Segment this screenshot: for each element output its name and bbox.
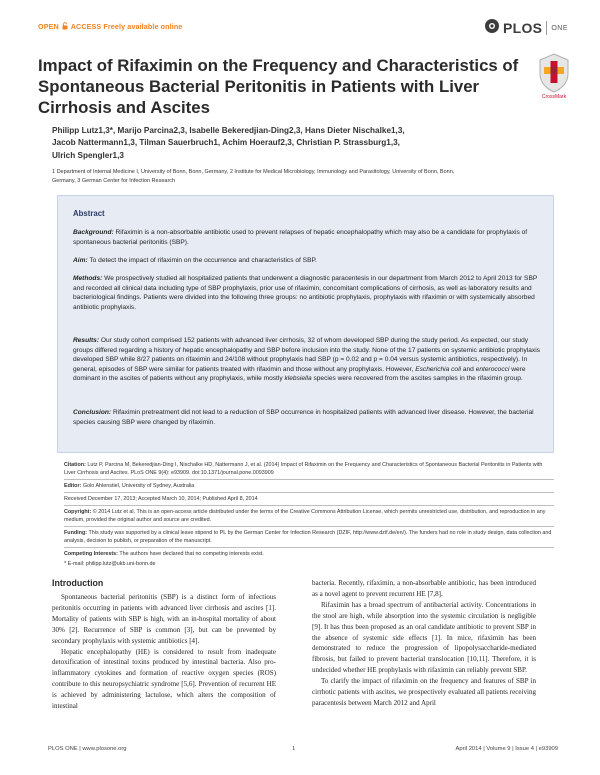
copyright-text: © 2014 Lutz et al. This is an open-access article distributed under the terms of the Creative Commons Attribution License, which permits unrestricted use, distribution, and reproduction in any medium, provided the original author and source are credited.: [64, 509, 546, 523]
one-wordmark: ONE: [551, 24, 568, 32]
klebsiella-term: klebsiella: [284, 375, 312, 383]
abstract-results: [73, 336, 543, 384]
results-text-b: and: [461, 365, 476, 373]
citation-text: Lutz P, Parcina M, Bekeredjian-Ding I, Nischalke HD, Nattermann J, et al. (2014) Impact of Rifaximin on the Frequency and Characteristics of Spontaneous Bacterial Peritonitis in Patients with Liver Cirrhosis and Ascites. PLoS ONE 9(4): e93909. doi:10.1371/journal.pone.0093909: [64, 462, 543, 476]
funding: [64, 529, 554, 545]
open-access-lock-icon: [62, 22, 68, 32]
funding-label: Funding:: [64, 530, 88, 536]
crossmark-icon[interactable]: [536, 52, 572, 94]
meta-divider: [64, 505, 554, 506]
abstract-box: [57, 195, 554, 453]
abstract-background: [73, 228, 543, 247]
freely-available-label: Freely available online: [103, 22, 183, 31]
right-column: [312, 578, 536, 709]
conclusion-text: Rifaximin pretreatment did not lead to a reduction of SBP occurrence in hospitalized patients with advanced liver disease. However, the bacterial species causing SBP were changed by rifaximin.: [73, 409, 534, 426]
affiliations: [52, 168, 557, 185]
access-label: ACCESS: [70, 22, 102, 31]
editor-label: Editor:: [64, 483, 82, 489]
plos-wordmark: PLOS: [503, 20, 543, 36]
authors-line-2: Jacob Nattermann1,3, Tilman Sauerbruch1, Achim Hoerauf2,3, Christian P. Strassburg1,3,: [52, 138, 400, 148]
editor: [64, 482, 554, 490]
meta-divider: [64, 479, 554, 480]
results-label: Results:: [73, 337, 100, 344]
journal-header: [38, 18, 568, 40]
citation: [64, 461, 554, 477]
authors-line-1: Philipp Lutz1,3*, Marijo Parcina2,3, Isabelle Bekeredjian-Ding2,3, Hans Dieter Nischalke1,3,: [52, 126, 405, 135]
intro-paragraph-1: Spontaneous bacterial peritonitis (SBP) is a distinct form of infectious peritonitis occurring in patients with advanced liver cirrhosis and ascites [1]. Mortality of patients with SBP is high, with an in-hospital mortality of about 30% [2]. Recurrence of SBP is common [3], but can be prevented by secondary prophylaxis with systemic antibiotics [4].: [52, 593, 276, 645]
abstract-aim: [73, 256, 543, 266]
meta-divider: [64, 547, 554, 548]
meta-divider: [64, 492, 554, 493]
background-label: Background:: [73, 229, 114, 236]
citation-label: Citation:: [64, 462, 86, 468]
competing-interests: [64, 550, 554, 558]
methods-text: We prospectively studied all hospitalized patients that underwent a diagnostic paracentesis in our department from March 2012 to April 2013 for SBP and recorded all clinical data including type of SBP prophylaxis, prior use of rifaximin, concomitant complications of cirrhosis, as well as laboratory results and bacteriological findings. Patients were divided into the following three groups: no antibiotic prophylaxis, prophylaxis with rifaximin or with systemically absorbed antibiotic prophylaxis.: [73, 275, 538, 311]
open-access-banner: [38, 22, 182, 32]
editor-text: Golo Ahlenstiel, University of Sydney, Australia: [81, 483, 195, 489]
intro-paragraph-5: To clarify the impact of rifaximin on the frequency and features of SBP in cirrhotic patients with ascites, we prospectively evaluated all patients receiving paracentesis between March 2012 and April: [312, 677, 536, 707]
results-text-a: Our study cohort comprised 152 patients with advanced liver cirrhosis, 32 of whom developed SBP during the study period. As expected, our study groups differed regarding a history of hepatic encephalopathy and SBP before inclusion into the study. None of the 17 patients on systemic antibiotic prophylaxis developed SBP while 8/27 patients on rifaximin and 24/108 without prophylaxis had SBP (p = 0.02 and p = 0.04 versus systemic antibiotics, respectively). In general, episodes of SBP were similar for patients treated with rifaximin and those without any prophylaxis. However,: [73, 337, 540, 373]
authors-line-3: Ulrich Spengler1,3: [52, 150, 124, 160]
ecoli-term: Escherichia coli: [415, 365, 462, 373]
affiliations-line-1: 1 Department of Internal Medicine I, University of Bonn, Bonn, Germany, 2 Institute for Medical Microbiology, Immunology and Parasitology, University of Bonn, Bonn,: [52, 169, 455, 175]
intro-paragraph-3: bacteria. Recently, rifaximin, a non-absorbable antibiotic, has been introduced as a novel agent to prevent recurrent HE [7,8].: [312, 579, 536, 598]
left-column: [52, 592, 276, 712]
competing-text: The authors have declared that no competing interests exist.: [117, 551, 264, 557]
intro-paragraph-2: Hepatic encephalopathy (HE) is considered to result from inadequate detoxification of intestinal toxins produced by intestinal bacteria. Also pro-inflammatory cytokines and formation of reactive oxygen species (ROS) contribute to this neuropsychiatric syndrome [5,6]. Prevention of recurrent HE is achieved by administering lactulose, which alters the composition of intestinal: [52, 647, 276, 711]
intro-paragraph-4: Rifaximin has a broad spectrum of antibacterial activity. Concentrations in the stool are high, while absorption into the systemic circulation is negligible [9]. It has thus been proposed as an oral candidate antibiotic to prevent SBP in the absence of systemic side effects [1]. In mice, rifaximin has been demonstrated to reduce the progression of lipopolysaccharide-mediated fibrosis, but failed to prevent bacterial translocation [10,11]. Therefore, it is undecided whether HE prophylaxis with rifaximin can reliably prevent SBP.: [312, 600, 536, 675]
author-list: [52, 125, 552, 162]
logo-divider: [546, 21, 547, 35]
aim-label: Aim:: [73, 257, 88, 264]
results-text-d: species were recovered from the ascites samples in the rifaximin group.: [311, 375, 523, 383]
open-label: OPEN: [38, 22, 59, 31]
page-number: 1: [292, 746, 296, 752]
results-text-c: were dominant in the ascites of patients without any prophylaxis, while mostly: [73, 365, 526, 383]
affiliations-line-2: Germany, 3 German Center for Infection Research: [52, 177, 176, 184]
crossmark-label: CrossMark: [541, 94, 567, 100]
corresponding-email[interactable]: * E-mail: philipp.lutz@ukb.uni-bonn.de: [64, 561, 156, 567]
enterococci-term: enterococci: [475, 365, 510, 373]
aim-text: To detect the impact of rifaximin on the occurrence and characteristics of SBP.: [87, 257, 317, 264]
dates: Received December 17, 2013; Accepted March 10, 2014; Published April 8, 2014: [64, 496, 258, 502]
funding-text: This study was supported by a clinical leave stipend to PL by the German Center for Infection Research (DZIF, http://www.dzif.de/en/). The funders had no role in study design, data collection and analysis, decision to publish, or preparation of the manuscript.: [64, 530, 552, 544]
methods-label: Methods:: [73, 275, 103, 282]
footer-journal: PLOS ONE | www.plosone.org: [48, 746, 127, 752]
article-title: Impact of Rifaximin on the Frequency and Characteristics of Spontaneous Bacterial Peritonitis in Patients with Liver Cirrhosis and Ascites: [38, 56, 519, 117]
copyright: [64, 508, 554, 524]
abstract-heading: Abstract: [73, 209, 105, 218]
conclusion-label: Conclusion:: [73, 409, 112, 416]
plos-one-logo: [484, 18, 568, 38]
plos-logo-icon: [484, 18, 500, 39]
copyright-label: Copyright:: [64, 509, 92, 515]
abstract-conclusion: [73, 408, 543, 427]
abstract-methods: [73, 274, 543, 312]
meta-divider: [64, 526, 554, 527]
competing-label: Competing Interests:: [64, 551, 118, 557]
footer-issue: April 2014 | Volume 9 | Issue 4 | e93909: [455, 746, 558, 752]
background-text: Rifaximin is a non-absorbable antibiotic used to prevent relapses of hepatic encephalopathy which may also be a candidate for prophylaxis of spontaneous bacterial peritonitis (SBP).: [73, 229, 528, 246]
introduction-heading: Introduction: [52, 578, 104, 588]
